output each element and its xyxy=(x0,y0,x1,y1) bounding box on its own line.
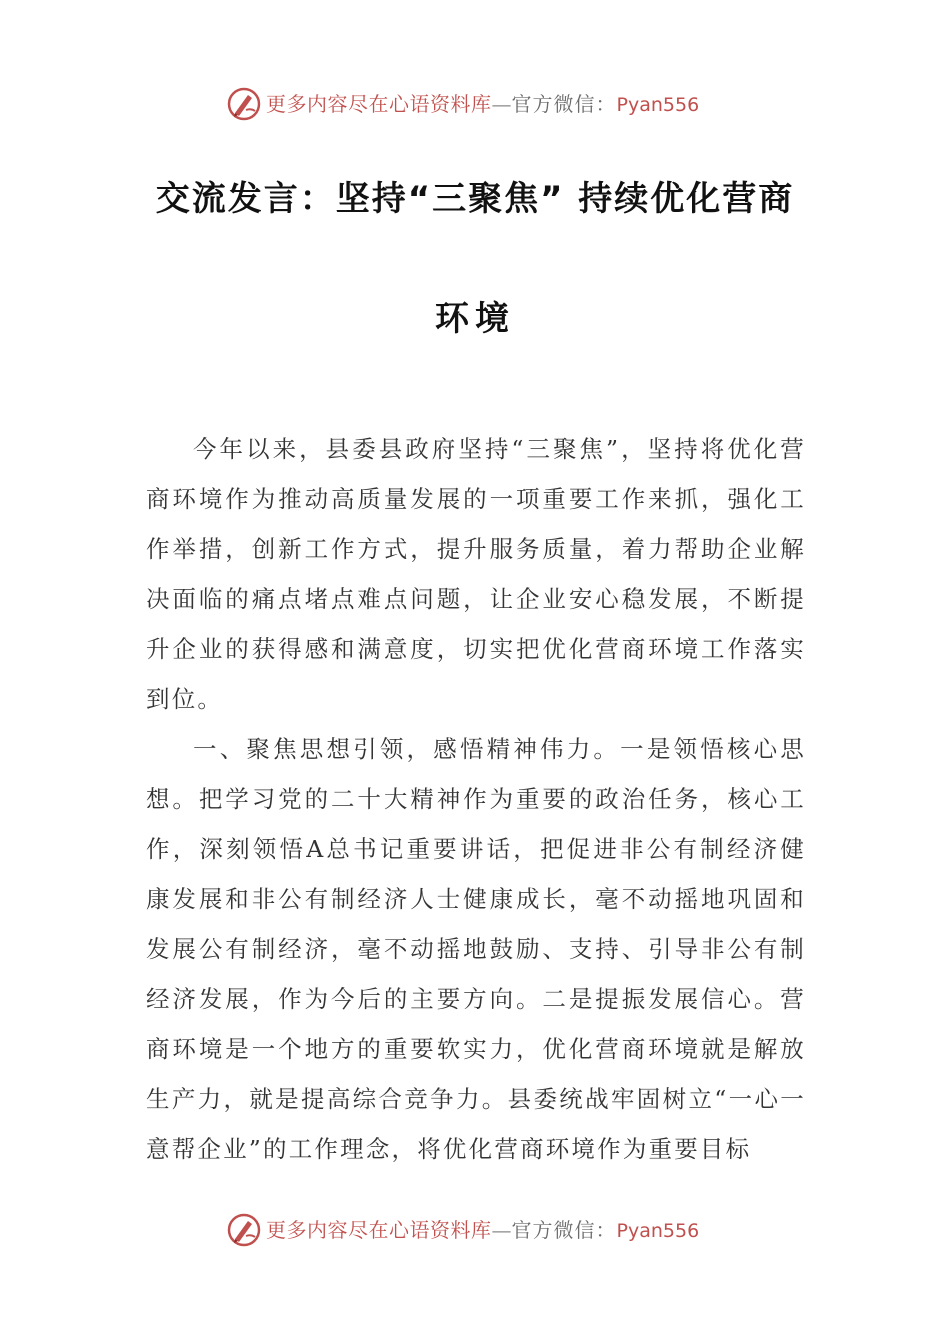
pen-in-circle-logo-icon xyxy=(226,1212,262,1248)
header-banner-separator: — xyxy=(491,92,512,116)
header-banner-wechat-label: 官方微信： xyxy=(511,92,617,116)
footer-banner-wechat-label: 官方微信： xyxy=(511,1218,617,1242)
footer-banner-text xyxy=(266,1216,699,1245)
document-title-line-1: 交流发言：坚持“三聚焦” 持续优化营商 xyxy=(155,179,795,219)
body-paragraph-1: 今年以来，县委县政府坚持“三聚焦”，坚持将优化营商环境作为推动高质量发展的一项重要工作来抓，强化工作举措，创新工作方式，提升服务质量，着力帮助企业解决面临的痛点堵点难点问题，让企业安心稳发展，不断提升企业的获得感和满意度，切实把优化营商环境工作落实到位。 xyxy=(146,435,806,713)
body-paragraph-2: 一、聚焦思想引领，感悟精神伟力。一是领悟核心思想。把学习党的二十大精神作为重要的政治任务，核心工作，深刻领悟A总书记重要讲话，把促进非公有制经济健康发展和非公有制经济人士健康成长，毫不动摇地巩固和发展公有制经济，毫不动摇地鼓励、支持、引导非公有制经济发展，作为今后的主要方向。二是提振发展信心。营商环境是一个地方的重要软实力，优化营商环境就是解放生产力，就是提高综合竞争力。县委统战牢固树立“一心一意帮企业”的工作理念，将优化营商环境作为重要目标 xyxy=(146,735,806,1163)
header-banner-wechat-id: Pyan556 xyxy=(616,94,700,116)
pen-in-circle-logo-icon xyxy=(226,86,262,122)
footer-banner-site: 更多内容尽在心语资料库 xyxy=(266,1218,492,1242)
header-banner-text xyxy=(266,90,699,119)
header-banner xyxy=(0,84,950,124)
document-title-line-2: 环境 xyxy=(435,299,515,339)
footer-banner xyxy=(0,1210,950,1250)
footer-banner-wechat-id: Pyan556 xyxy=(616,1220,700,1242)
header-banner-site: 更多内容尽在心语资料库 xyxy=(266,92,492,116)
footer-banner-separator: — xyxy=(491,1218,512,1242)
